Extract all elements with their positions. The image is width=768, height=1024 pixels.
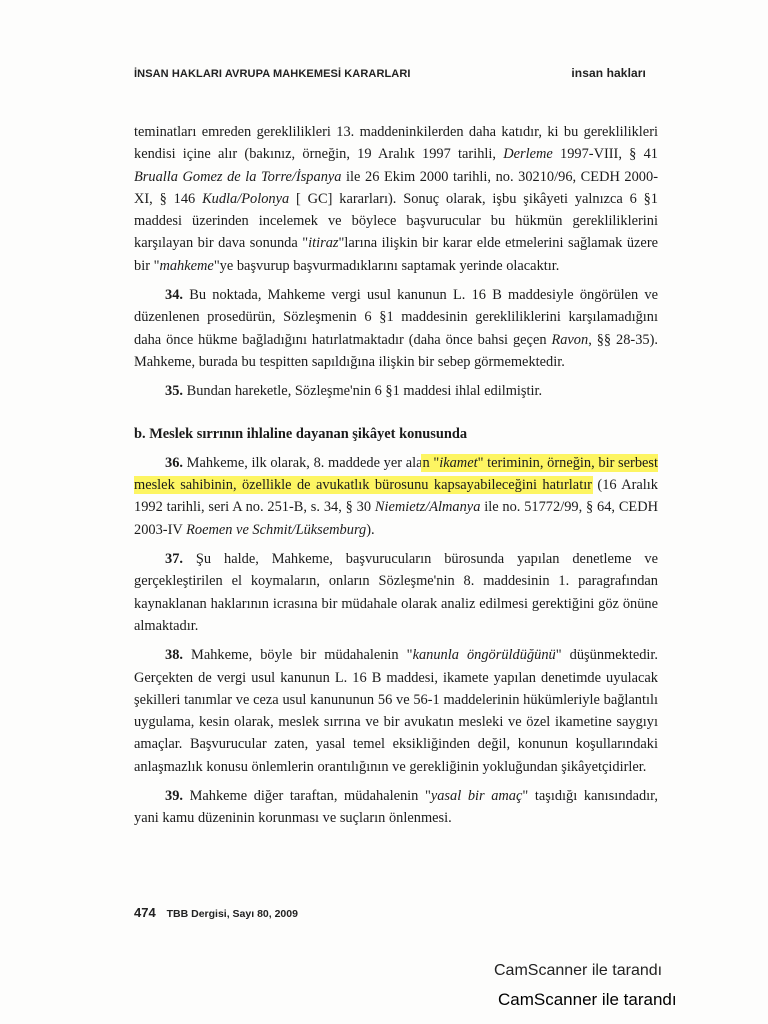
section-heading: b. Meslek sırrının ihlaline dayanan şikâyet konusunda: [134, 425, 468, 442]
paragraph-36: [134, 452, 658, 541]
header-section: insan hakları: [571, 66, 646, 80]
text-run: Bundan hareketle, Sözleşme'nin 6 §1 maddesi ihlal edilmiştir.: [183, 383, 543, 400]
italic-run: Ravon: [551, 331, 589, 348]
paragraph-number: 34.: [165, 287, 183, 304]
text-run: "ye başvurup başvurmadıklarını saptamak yerinde olacaktır.: [213, 257, 560, 274]
paragraph-number: 39.: [165, 788, 183, 805]
text-run: n ": [422, 454, 440, 471]
paragraph-number: 36.: [165, 454, 183, 471]
text-run: Mahkeme, ilk olarak, 8. maddede yer ala: [183, 454, 423, 471]
text-run: (16 Aralık 1992 tarihli, seri A no. 251-B, s. 34, § 30: [134, 477, 658, 516]
page-number: 474: [134, 905, 156, 920]
italic-run: yasal bir amaç: [430, 788, 523, 805]
paragraph-39: [134, 785, 658, 830]
paragraph-35: [134, 380, 658, 402]
text-run: Bu noktada, Mahkeme vergi usul kanunun L. 16 B maddesiyle öngörülen ve düzenlenen prosedürün, Sözleşmenin 6 §1 maddesinin gerekliliklerini karşılamadığını daha önce hükme bağladığını hatırlatmaktadır (daha önce bahsi geçen: [134, 287, 658, 348]
text-run: ile no. 51772/99, § 64, CEDH 2003-IV: [134, 499, 659, 538]
text-run: Mahkeme diğer taraftan, müdahalenin ": [183, 788, 431, 805]
scanner-watermark: CamScanner ile tarandı: [494, 962, 663, 979]
paragraph-number: 38.: [165, 647, 183, 664]
running-header: [134, 66, 646, 86]
italic-run: Brualla Gomez de la Torre/İspanya: [134, 168, 342, 185]
italic-run: Niemietz/Almanya: [374, 499, 481, 516]
text-run: ).: [366, 521, 375, 538]
header-title: İNSAN HAKLARI AVRUPA MAHKEMESİ KARARLARI: [134, 68, 411, 80]
paragraph-34: [134, 284, 658, 373]
scanner-watermark-secondary: CamScanner ile tarandı: [498, 990, 677, 1009]
italic-run: itiraz: [308, 235, 339, 252]
text-run: Şu halde, Mahkeme, başvurucuların bürosunda yapılan denetleme ve gerçekleştirilen el koymaların, onların Sözleşme'nin 8. maddesinin 1. paragrafından kaynaklanan haklarının icrasına bir müdahale olarak analiz edilmesi gerektiğini göz önüne almaktadır.: [134, 551, 658, 634]
text-run: "larına ilişkin bir karar elde etmelerini sağlamak üzere bir ": [134, 235, 658, 274]
italic-run: Derleme: [503, 146, 553, 163]
italic-run: Roemen ve Schmit/Lüksemburg: [186, 521, 367, 538]
text-run: " teriminin, örneğin, bir serbest meslek sahibinin, özellikle de avukatlık bürosunu kapsayabileceğini hatırlatır: [134, 454, 658, 494]
paragraph-continuation: [134, 121, 658, 277]
text-run: ile 26 Ekim 2000 tarihli, no. 30210/96, CEDH 2000-XI, § 146: [134, 168, 658, 207]
document-body: [134, 121, 658, 830]
text-run: Mahkeme, böyle bir müdahalenin ": [183, 647, 413, 664]
italic-run: ikamet: [439, 454, 478, 471]
italic-run: Kudla/Polonya: [202, 190, 290, 207]
journal-citation: TBB Dergisi, Sayı 80, 2009: [166, 908, 298, 920]
paragraph-37: [134, 548, 658, 637]
text-run: teminatları emreden gereklilikleri 13. maddeninkilerden daha katıdır, ki bu gereklilikleri kendisi içine alır (bakınız, örneğin, 19 Aralık 1997 tarihli,: [134, 124, 658, 163]
text-run: " düşünmektedir. Gerçekten de vergi usul kanunun L. 16 B maddesi, ikamete yapılan denetimde uyulacak şekilleri tanımlar ve ceza usul kanununun 56 ve 56-1 maddelerinin hükümleriyle bağlantılı uygulama, kesin olarak, meslek sırrına ve bir avukatın mesleki ve özel ikametine saygıyı amaçlar. Başvurucular zaten, yasal temel eksikliğinden değil, konunun koşullarındaki anlaşmazlık konusu önlemlerin orantılığının ve gerekliğinin yokluğundan şikâyetçidirler.: [134, 647, 658, 775]
text-run: , §§ 28-35). Mahkeme, burada bu tespitten sapıldığına ilişkin bir sebep görmemektedir.: [134, 331, 658, 370]
paragraph-38: [134, 644, 658, 778]
italic-run: kanunla öngörüldüğünü: [412, 647, 556, 664]
text-run: [ GC] kararları). Sonuç olarak, işbu şikâyeti yalnızca 6 §1 maddesi üzerinden incelemek ve böylece başvurucular bu hükmün gerekliliklerini karşılayan bir dava sonunda ": [134, 190, 658, 252]
italic-run: mahkeme: [159, 257, 214, 274]
page-footer: [134, 905, 434, 925]
paragraph-number: 37.: [165, 551, 183, 568]
text-run: " taşıdığı kanısındadır, yani kamu düzeninin korunması ve suçların önlenmesi.: [134, 788, 658, 827]
paragraph-number: 35.: [165, 383, 183, 400]
text-run: 1997-VIII, § 41: [552, 146, 658, 163]
